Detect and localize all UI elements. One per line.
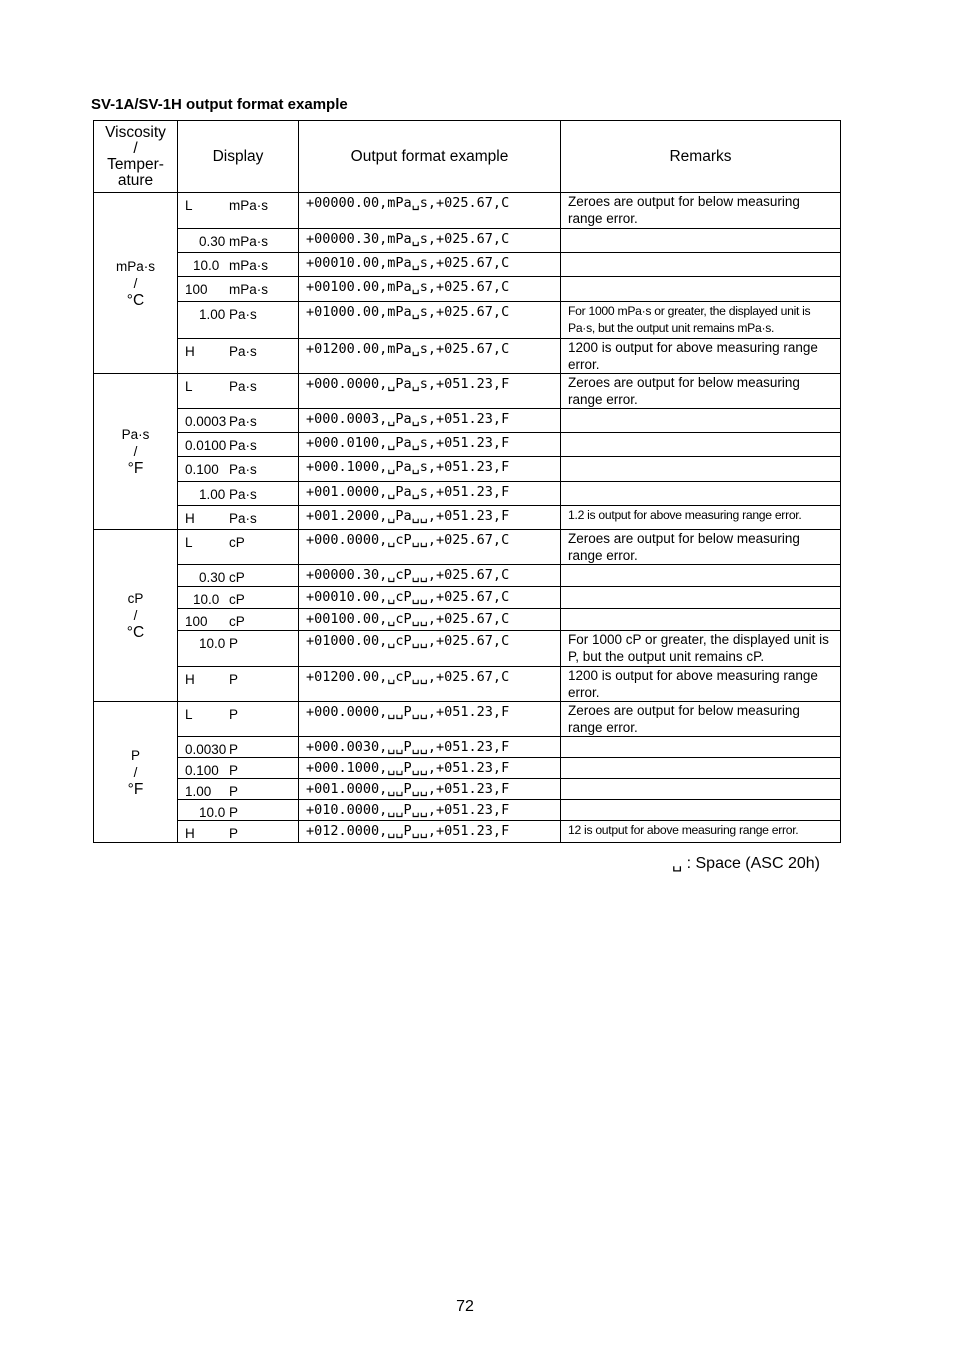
display-unit: P — [229, 763, 239, 778]
display-value: H — [185, 344, 195, 359]
output-format-cell: +01000.00,mPa␣s,+025.67,C — [299, 302, 561, 339]
display-cell — [178, 193, 299, 229]
display-value: 1.00 — [199, 307, 226, 322]
header-output-format: Output format example — [299, 121, 561, 193]
table-row — [94, 253, 841, 277]
group-unit: P — [130, 747, 140, 763]
display-value: 0.30 — [199, 570, 226, 585]
remarks-cell — [561, 482, 841, 506]
output-format-cell: +000.0003,␣Pa␣s,+051.23,F — [299, 409, 561, 433]
remarks-cell — [561, 565, 841, 587]
table-header-row — [94, 121, 841, 193]
display-value: H — [185, 672, 195, 687]
display-value: 0.0100 — [185, 438, 227, 453]
display-value: 100 — [185, 614, 208, 629]
display-cell — [178, 302, 299, 339]
display-value: 0.0030 — [185, 742, 227, 757]
display-unit: cP — [229, 592, 245, 607]
header-remarks: Remarks — [561, 121, 841, 193]
output-format-cell: +00010.00,␣cP␣␣,+025.67,C — [299, 587, 561, 609]
display-value: L — [185, 198, 193, 213]
output-format-cell: +00100.00,␣cP␣␣,+025.67,C — [299, 609, 561, 631]
display-unit: cP — [229, 570, 245, 585]
output-format-cell: +000.0030,␣␣P␣␣,+051.23,F — [299, 737, 561, 758]
header-display: Display — [178, 121, 299, 193]
display-cell — [178, 609, 299, 631]
table-row — [94, 433, 841, 457]
remarks-cell — [561, 779, 841, 800]
remarks-cell — [561, 587, 841, 609]
output-format-cell: +01000.00,␣cP␣␣,+025.67,C — [299, 631, 561, 667]
group-separator: / — [133, 444, 138, 459]
table-row — [94, 631, 841, 667]
display-cell — [178, 374, 299, 409]
table-row — [94, 530, 841, 565]
group-unit: Pa·s — [121, 427, 150, 442]
table-row — [94, 821, 841, 843]
space-legend: ␣ : Space (ASC 20h) — [672, 855, 820, 872]
group-temperature-unit: °F — [127, 780, 144, 798]
output-format-cell: +000.0000,␣␣P␣␣,+051.23,F — [299, 702, 561, 737]
output-format-cell: +001.2000,␣Pa␣␣,+051.23,F — [299, 506, 561, 530]
remarks-cell — [561, 433, 841, 457]
group-temperature-unit: °F — [127, 460, 144, 477]
unit-group-cell — [94, 374, 178, 530]
display-value: 100 — [185, 282, 208, 297]
display-unit: Pa·s — [229, 379, 257, 394]
display-cell — [178, 457, 299, 482]
display-cell — [178, 587, 299, 609]
remarks-cell: 1200 is output for above measuring range error. — [561, 667, 841, 702]
table-row — [94, 374, 841, 409]
display-value: 0.100 — [185, 763, 219, 778]
remarks-cell: Zeroes are output for below measuring range error. — [561, 374, 841, 409]
display-cell — [178, 409, 299, 433]
display-value: 1.00 — [199, 487, 226, 502]
display-cell — [178, 821, 299, 843]
page-number: 72 — [456, 1298, 474, 1315]
display-value: 1.00 — [185, 784, 212, 799]
remarks-cell: For 1000 cP or greater, the displayed unit is P, but the output unit remains cP. — [561, 631, 841, 667]
output-format-cell: +00000.30,␣cP␣␣,+025.67,C — [299, 565, 561, 587]
output-format-cell: +001.0000,␣Pa␣s,+051.23,F — [299, 482, 561, 506]
display-cell — [178, 506, 299, 530]
output-format-cell: +000.0000,␣cP␣␣,+025.67,C — [299, 530, 561, 565]
display-cell — [178, 565, 299, 587]
output-format-cell: +000.0000,␣Pa␣s,+051.23,F — [299, 374, 561, 409]
display-cell — [178, 253, 299, 277]
output-format-cell: +00000.00,mPa␣s,+025.67,C — [299, 193, 561, 229]
remarks-cell — [561, 737, 841, 758]
remarks-cell: Zeroes are output for below measuring range error. — [561, 530, 841, 565]
output-format-cell: +010.0000,␣␣P␣␣,+051.23,F — [299, 800, 561, 821]
table-row — [94, 482, 841, 506]
header-viscosity-temperature — [94, 121, 178, 193]
output-format-cell: +000.1000,␣␣P␣␣,+051.23,F — [299, 758, 561, 779]
display-value: 0.100 — [185, 462, 219, 477]
table-body — [94, 193, 841, 843]
group-separator: / — [133, 275, 138, 291]
display-value: 0.30 — [199, 234, 226, 249]
display-unit: P — [229, 805, 239, 820]
table-row — [94, 457, 841, 482]
output-format-cell: +000.1000,␣Pa␣s,+051.23,F — [299, 457, 561, 482]
table-row — [94, 339, 841, 374]
group-temperature-unit: °C — [126, 624, 145, 641]
display-value: L — [185, 707, 193, 722]
display-unit: P — [229, 784, 239, 799]
remarks-cell: 1.2 is output for above measuring range error. — [561, 506, 841, 530]
remarks-cell: Zeroes are output for below measuring range error. — [561, 702, 841, 737]
display-cell — [178, 667, 299, 702]
group-unit: cP — [127, 591, 144, 606]
remarks-cell: 1200 is output for above measuring range error. — [561, 339, 841, 374]
display-value: H — [185, 826, 195, 841]
unit-group-cell — [94, 702, 178, 843]
output-format-cell: +00010.00,mPa␣s,+025.67,C — [299, 253, 561, 277]
display-unit: Pa·s — [229, 307, 257, 322]
output-format-cell: +012.0000,␣␣P␣␣,+051.23,F — [299, 821, 561, 843]
output-format-cell: +01200.00,mPa␣s,+025.67,C — [299, 339, 561, 374]
remarks-cell — [561, 609, 841, 631]
group-separator: / — [133, 764, 138, 780]
display-value: 10.0 — [193, 592, 220, 607]
display-unit: P — [229, 636, 239, 651]
display-value: 0.0003 — [185, 414, 227, 429]
header-viscosity-temperature-label: Viscosity / Temper- ature — [105, 123, 166, 189]
page-title: SV-1A/SV-1H output format example — [91, 96, 348, 113]
display-unit: cP — [229, 535, 245, 550]
display-unit: Pa·s — [229, 344, 257, 359]
remarks-cell: Zeroes are output for below measuring range error. — [561, 193, 841, 229]
display-value: L — [185, 535, 193, 550]
remarks-cell — [561, 800, 841, 821]
table-row — [94, 193, 841, 229]
unit-group-cell — [94, 193, 178, 374]
table-row — [94, 587, 841, 609]
display-cell — [178, 530, 299, 565]
display-cell — [178, 779, 299, 800]
table-row — [94, 800, 841, 821]
table-row — [94, 737, 841, 758]
table-row — [94, 758, 841, 779]
display-unit: Pa·s — [229, 414, 257, 429]
display-cell — [178, 758, 299, 779]
display-unit: Pa·s — [229, 438, 257, 453]
group-unit: mPa·s — [115, 258, 155, 274]
remarks-cell — [561, 758, 841, 779]
display-unit: P — [229, 742, 239, 757]
table-row — [94, 229, 841, 253]
display-value: 10.0 — [199, 805, 226, 820]
table-row — [94, 667, 841, 702]
display-unit: Pa·s — [229, 511, 257, 526]
display-unit: mPa·s — [229, 282, 269, 297]
display-cell — [178, 702, 299, 737]
unit-group-cell — [94, 530, 178, 702]
table-row — [94, 506, 841, 530]
display-cell — [178, 631, 299, 667]
display-cell — [178, 433, 299, 457]
remarks-cell — [561, 277, 841, 302]
output-format-cell: +000.0100,␣Pa␣s,+051.23,F — [299, 433, 561, 457]
remarks-cell: 12 is output for above measuring range error. — [561, 821, 841, 843]
display-value: L — [185, 379, 193, 394]
display-unit: Pa·s — [229, 462, 257, 477]
display-unit: P — [229, 672, 239, 687]
table-row — [94, 779, 841, 800]
display-cell — [178, 339, 299, 374]
display-unit: mPa·s — [229, 258, 269, 273]
remarks-cell — [561, 409, 841, 433]
output-format-cell: +00000.30,mPa␣s,+025.67,C — [299, 229, 561, 253]
display-unit: P — [229, 707, 239, 722]
group-temperature-unit: °C — [126, 291, 145, 309]
table-row — [94, 302, 841, 339]
display-cell — [178, 229, 299, 253]
display-cell — [178, 800, 299, 821]
remarks-cell — [561, 253, 841, 277]
group-separator: / — [133, 608, 138, 623]
display-cell — [178, 482, 299, 506]
table-row — [94, 565, 841, 587]
display-value: 10.0 — [193, 258, 220, 273]
remarks-cell — [561, 457, 841, 482]
output-format-cell: +01200.00,␣cP␣␣,+025.67,C — [299, 667, 561, 702]
remarks-cell — [561, 229, 841, 253]
display-value: H — [185, 511, 195, 526]
table-row — [94, 277, 841, 302]
output-format-cell: +00100.00,mPa␣s,+025.67,C — [299, 277, 561, 302]
display-cell — [178, 277, 299, 302]
display-cell — [178, 737, 299, 758]
display-unit: Pa·s — [229, 487, 257, 502]
display-unit: P — [229, 826, 239, 841]
output-format-cell: +001.0000,␣␣P␣␣,+051.23,F — [299, 779, 561, 800]
table-row — [94, 702, 841, 737]
display-unit: mPa·s — [229, 234, 269, 249]
table-row — [94, 609, 841, 631]
table-row — [94, 409, 841, 433]
display-unit: mPa·s — [229, 198, 269, 213]
display-value: 10.0 — [199, 636, 226, 651]
remarks-cell: For 1000 mPa·s or greater, the displayed unit is Pa·s, but the output unit remains mPa·s. — [561, 302, 841, 339]
output-format-table — [93, 120, 841, 843]
display-unit: cP — [229, 614, 245, 629]
